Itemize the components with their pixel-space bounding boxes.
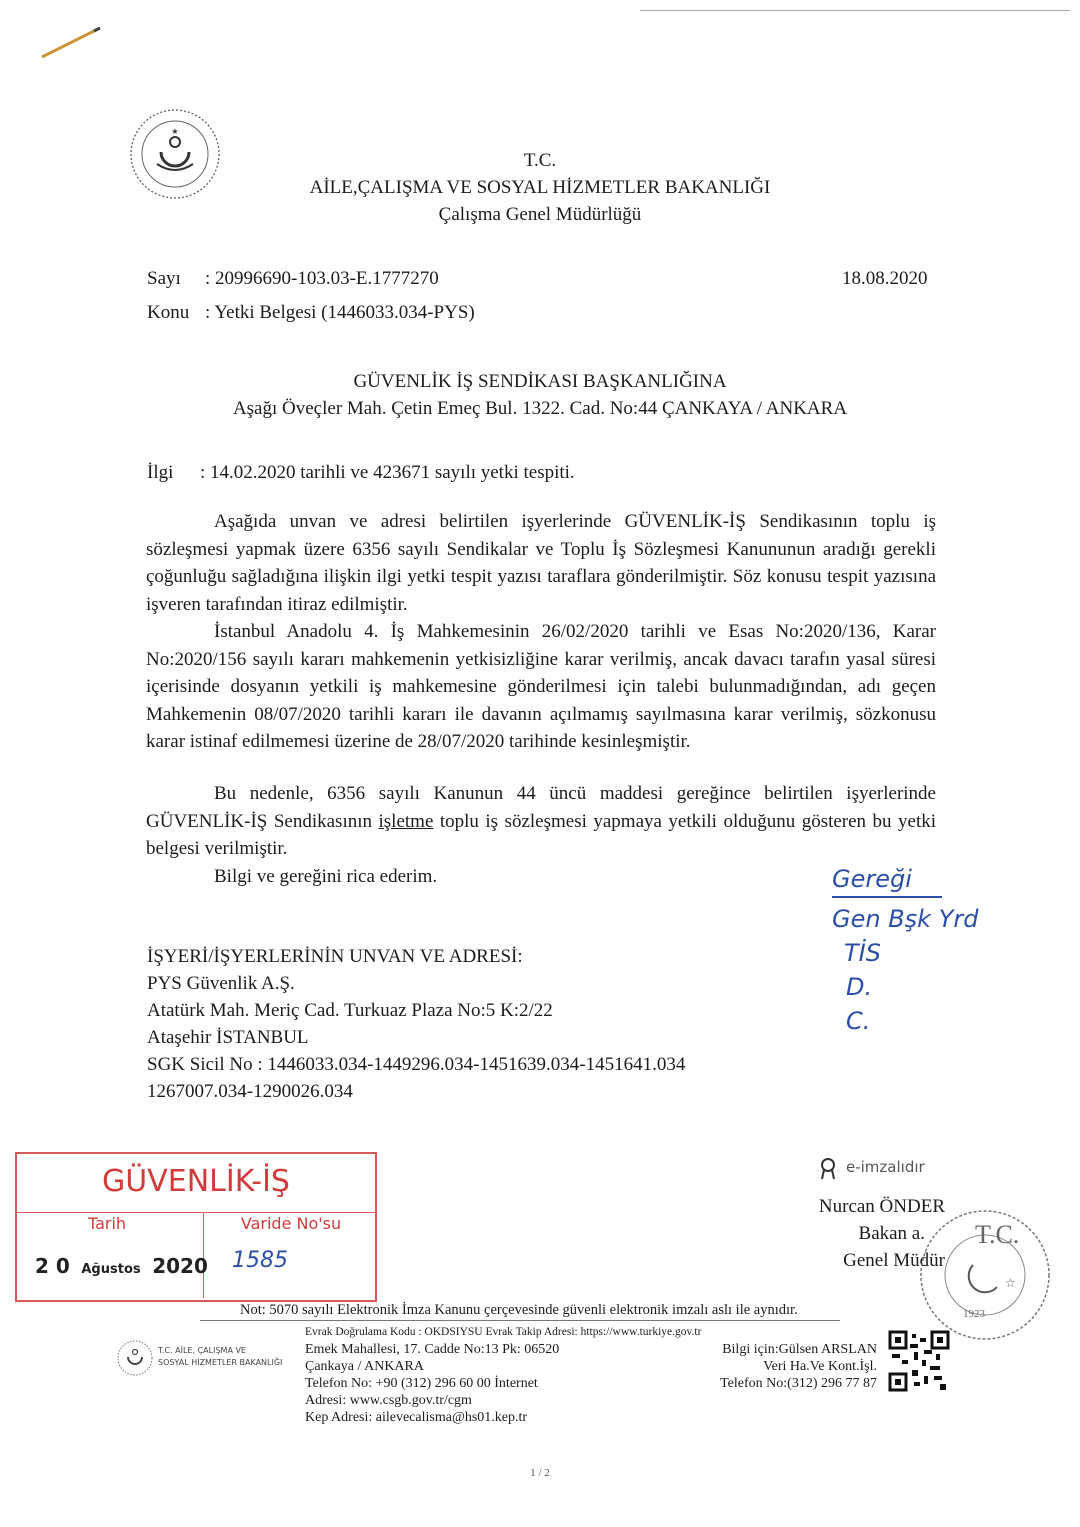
header-ministry: AİLE,ÇALIŞMA VE SOSYAL HİZMETLER BAKANLIĞI xyxy=(309,177,771,198)
document-date: 18.08.2020 xyxy=(842,268,928,289)
handwriting-line-3: TİS xyxy=(844,939,881,967)
header-directorate: Çalışma Genel Müdürlüğü xyxy=(438,204,642,225)
stamp-date: 2 0 Ağustos 2020 xyxy=(35,1254,208,1278)
signatory-name: Nurcan ÖNDER xyxy=(818,1196,945,1217)
footer-logo-text-1: T.C. AİLE, ÇALIŞMA VE xyxy=(158,1346,246,1355)
sayi-label: Sayı xyxy=(147,268,181,289)
body-paragraph-2: İstanbul Anadolu 4. İş Mahkemesinin 26/02/2020 tarihli ve Esas No:2020/136, Karar No:2020/156 sayılı kararı mahkemenin yetkisizliğine karar verilmiş, ancak davacı tarafın yasal süresi içerisinde dosyanın yetkili iş mahkemesine gönderilmesi için talebi bulunmadığından, adı geçen Mahkemenin 08/07/2020 tarihli kararı ile davanın açılmamış sayılmasına karar verilmiş, sözkonusu karar istinaf edilmemesi üzerine de 28/07/2020 tarihinde kesinleşmiştir. xyxy=(146,621,936,752)
top-border-line xyxy=(640,10,1070,11)
handwriting-line-1: Gereği xyxy=(832,862,942,898)
ministry-logo-icon xyxy=(125,104,225,204)
svg-text:☆: ☆ xyxy=(1005,1276,1016,1290)
stamp-number: 1585 xyxy=(232,1248,288,1273)
addressee-title: GÜVENLİK İŞ SENDİKASI BAŞKANLIĞINA xyxy=(353,371,727,392)
handwriting-line-2: Gen Bşk Yrd xyxy=(832,905,979,933)
footer-address-5: Kep Adresi: ailevecalisma@hs01.kep.tr xyxy=(305,1410,528,1425)
workplace-sgk-2: 1267007.034-1290026.034 xyxy=(147,1081,353,1102)
svg-text:★: ★ xyxy=(171,127,179,136)
footer-logo-text-2: SOSYAL HİZMETLER BAKANLIĞI xyxy=(158,1358,283,1367)
footer-address-1: Emek Mahallesi, 17. Cadde No:13 Pk: 06520 xyxy=(305,1342,560,1357)
addressee-address: Aşağı Öveçler Mah. Çetin Emeç Bul. 1322. Cad. No:44 ÇANKAYA / ANKARA xyxy=(232,398,848,419)
workplace-address-1: Atatürk Mah. Meriç Cad. Turkuaz Plaza No:5 K:2/22 xyxy=(147,1000,553,1021)
handwriting-line-4: D. xyxy=(846,973,873,1001)
footer-verify-code: Evrak Doğrulama Kodu : OKDSIYSU Evrak Takip Adresi: https://www.turkiye.gov.tr xyxy=(305,1326,702,1338)
workplace-name: PYS Güvenlik A.Ş. xyxy=(147,973,295,994)
footer-ministry-logo-icon xyxy=(115,1338,155,1378)
sayi-value: : 20996690-103.03-E.1777270 xyxy=(205,268,439,289)
official-seal-icon xyxy=(915,1205,1055,1345)
seal-tc-text: T.C. xyxy=(975,1220,1020,1249)
page-number: 1 / 2 xyxy=(530,1467,550,1479)
footer-address-2: Çankaya / ANKARA xyxy=(305,1359,424,1374)
pencil-mark xyxy=(38,25,108,65)
workplace-sgk-1: SGK Sicil No : 1446033.034-1449296.034-1451639.034-1451641.034 xyxy=(147,1054,686,1075)
qr-code-icon xyxy=(888,1330,950,1392)
handwritten-note xyxy=(832,862,978,1038)
footer-info-1: Bilgi için:Gülsen ARSLAN xyxy=(722,1342,877,1357)
signatory-title-1: Bakan a. xyxy=(858,1223,925,1244)
handwriting-line-5: C. xyxy=(846,1007,871,1035)
received-stamp xyxy=(15,1152,377,1302)
body-paragraph-3: Bu nedenle, 6356 sayılı Kanunun 44 üncü maddesi gereğince belirtilen işyerlerinde GÜVENLİK-İŞ Sendikasının işletme toplu iş sözleşmesi yapmaya yetkili olduğunu gösteren bu yetki belgesi verilmiştir. xyxy=(146,783,937,859)
workplace-title: İŞYERİ/İŞYERLERİNİN UNVAN VE ADRESİ: xyxy=(147,946,523,967)
body-paragraph-4: Bilgi ve gereğini rica ederim. xyxy=(214,866,438,887)
seal-year-text: 1923 xyxy=(963,1308,985,1320)
workplace-address-2: Ataşehir İSTANBUL xyxy=(147,1027,309,1048)
body-paragraph-1: Aşağıda unvan ve adresi belirtilen işyerlerinde GÜVENLİK-İŞ Sendikasının toplu iş sözleşmesi yapmak üzere 6356 sayılı Sendikalar ve Toplu İş Sözleşmesi Kanununun aradığı gerekli çoğunluğu sağladığına ilişkin ilgi yetki tespit yazısı taraflara gönderilmiştir. Söz konusu tespit yazısına işveren tarafından itiraz edilmiştir. xyxy=(146,511,936,615)
stamp-org: GÜVENLİK-İŞ xyxy=(102,1164,290,1199)
e-signature-label: e-imzalıdır xyxy=(846,1158,925,1176)
footer-note: Not: 5070 sayılı Elektronik İmza Kanunu çerçevesinde güvenli elektronik imzalı aslı ile aynıdır. xyxy=(240,1302,798,1318)
stamp-col-date-label: Tarih xyxy=(87,1214,127,1233)
stamp-col-number-label: Varide No'su xyxy=(240,1214,342,1233)
header-tc: T.C. xyxy=(523,150,557,171)
konu-value: : Yetki Belgesi (1446033.034-PYS) xyxy=(205,302,475,323)
footer-divider xyxy=(200,1320,840,1321)
konu-label: Konu xyxy=(147,302,190,323)
ilgi-label: İlgi xyxy=(147,462,174,483)
ilgi-value: : 14.02.2020 tarihli ve 423671 sayılı yetki tespiti. xyxy=(200,462,575,483)
footer-address-4: Adresi: www.csgb.gov.tr/cgm xyxy=(305,1393,472,1408)
signatory-title-2: Genel Müdür xyxy=(843,1250,945,1271)
footer-address-3: Telefon No: +90 (312) 296 60 00 İnternet xyxy=(305,1376,538,1391)
ribbon-icon xyxy=(818,1157,838,1181)
footer-info-2: Veri Ha.Ve Kont.İşl. xyxy=(763,1359,877,1374)
stamp-divider xyxy=(17,1212,375,1213)
footer-info-3: Telefon No:(312) 296 77 87 xyxy=(720,1376,877,1391)
